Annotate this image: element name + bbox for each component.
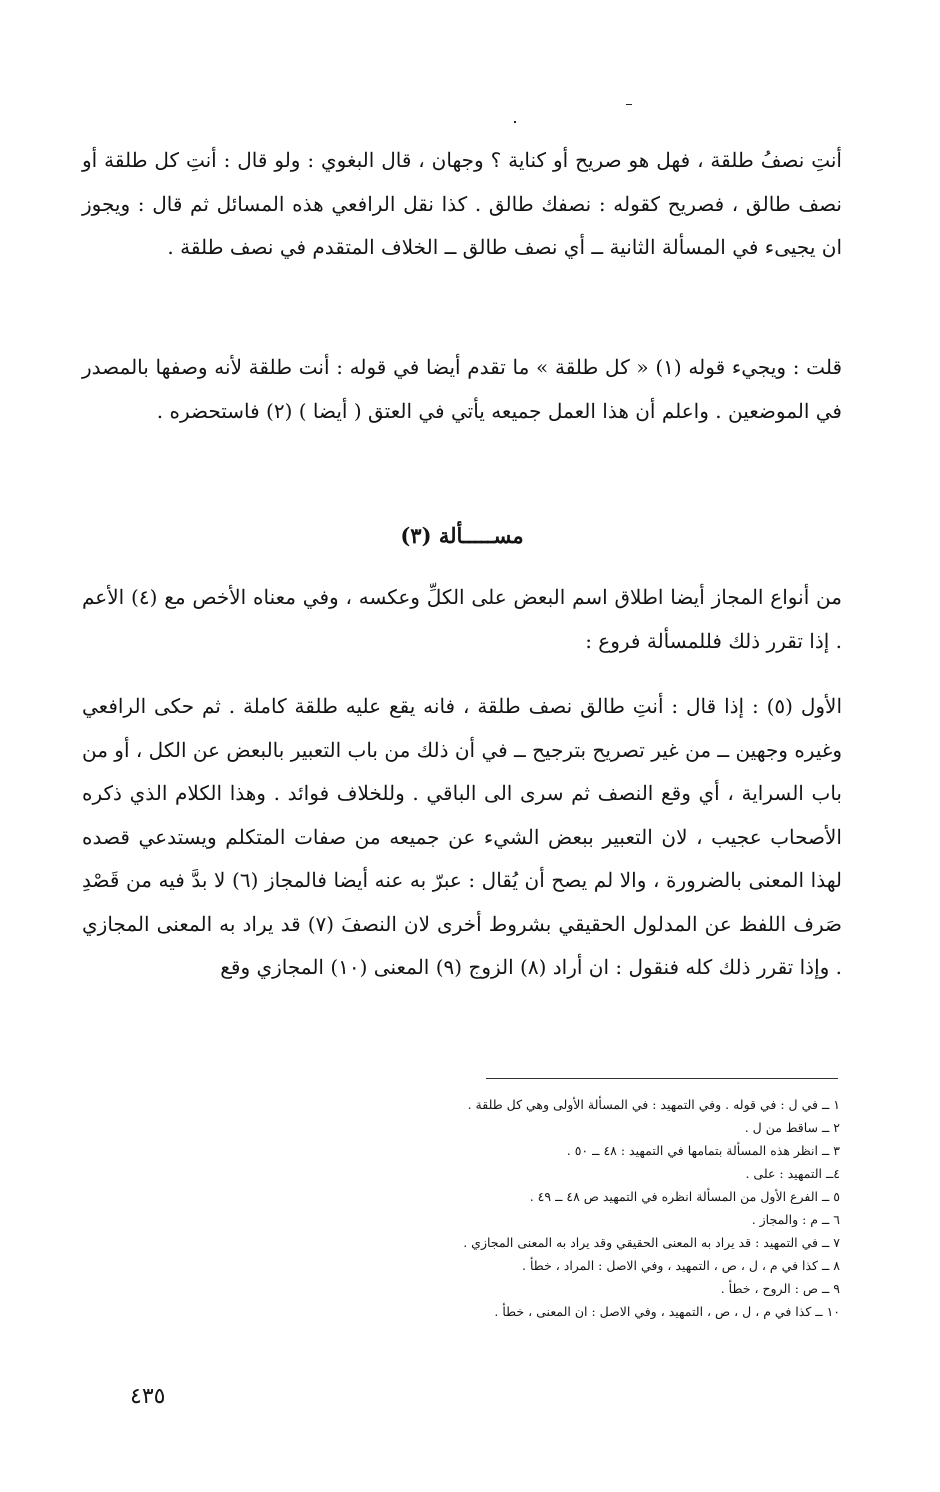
paragraph-text: الأول (٥) : إذا قال : أنتِ طالق نصف طلقة ، فانه يقع عليه طلقة كاملة . ثم حكى الرافعي وغيره وجهين ــ من غير تصريح بترجيح ــ في أن ذلك من باب التعبير بالبعض عن الكل ، أو من باب السراية ، أي وقع النصف ثم سرى الى الباقي . وللخلاف فوائد . وهذا الكلام الذي ذكره الأصحاب عجيب ، لان التعبير ببعض الشيء عن جميعه من صفات المتكلم ويستدعي قصده لهذا المعنى بالضرورة ، والا لم يصح أن يُقال : عبرّ به عنه أيضا فالمجاز (٦) لا بدَّ فيه من قَصْدِ صَرف اللفظ عن المدلول الحقيقي بشروط أخرى لان النصفَ (٧) قد يراد به المعنى المجازي . وإذا تقرر ذلك كله فنقول : ان أراد (٨) الزوج (٩) المعنى (١٠) المجازي وقع	[82, 694, 843, 979]
paragraph-2	[82, 346, 842, 433]
footnote: ٩ ــ ص : الروح ، خطأ .	[720, 1281, 840, 1296]
footnotes	[330, 1093, 840, 1323]
paragraph-4	[82, 685, 842, 990]
footnote: ١٠ ــ كذا في م ، ل ، ص ، التمهيد ، وفي الاصل : ان المعنى ، خطأ .	[494, 1304, 840, 1319]
footnote: ٢ ــ ساقط من ل .	[744, 1120, 840, 1135]
footnote: ٧ ــ في التمهيد : قد يراد به المعنى الحقيقي وقد يراد به المعنى المجازي .	[463, 1235, 840, 1250]
footnote: ٦ ــ م : والمجاز .	[751, 1212, 840, 1227]
paragraph-3	[82, 576, 842, 663]
footnote: ٤ــ التمهيد : على .	[745, 1166, 840, 1181]
section-heading: مســـــألة (٣)	[400, 523, 524, 548]
ink-speck	[626, 104, 632, 105]
paragraph-1	[82, 139, 842, 270]
footnote: ٨ ــ كذا في م ، ل ، ص ، التمهيد ، وفي الاصل : المراد ، خطأ .	[522, 1258, 840, 1273]
ink-speck	[514, 121, 516, 123]
footnote: ١ ــ في ل : في قوله . وفي التمهيد : في المسألة الأولى وهي كل طلقة .	[467, 1097, 840, 1112]
footnote: ٣ ــ انظر هذه المسألة بتمامها في التمهيد : ٤٨ ــ ٥٠ .	[566, 1143, 840, 1158]
paragraph-text: قلت : ويجيء قوله (١) « كل طلقة » ما تقدم أيضا في قوله : أنت طلقة لأنه وصفها بالمصدر في الموضعين . واعلم أن هذا العمل جميعه يأتي في العتق ( أيضا ) (٢) فاستحضره .	[82, 355, 843, 423]
paragraph-text: أنتِ نصفُ طلقة ، فهل هو صريح أو كناية ؟ وجهان ، قال البغوي : ولو قال : أنتِ كل طلقة أو نصف طالق ، فصريح كقوله : نصفك طالق . كذا نقل الرافعي هذه المسائل ثم قال : ويجوز ان يجيىء في المسألة الثانية ــ أي نصف طالق ــ الخلاف المتقدم في نصف طلقة .	[82, 148, 843, 259]
footnote-divider	[486, 1078, 838, 1079]
footnote: ٥ ــ الفرع الأول من المسألة انظره في التمهيد ص ٤٨ ــ ٤٩ .	[529, 1189, 840, 1204]
page-number: ٤٣٥	[130, 1384, 166, 1409]
paragraph-text: من أنواع المجاز أيضا اطلاق اسم البعض على الكلِّ وعكسه ، وفي معناه الأخص مع (٤) الأعم . إذا تقرر ذلك فللمسألة فروع :	[82, 585, 842, 653]
